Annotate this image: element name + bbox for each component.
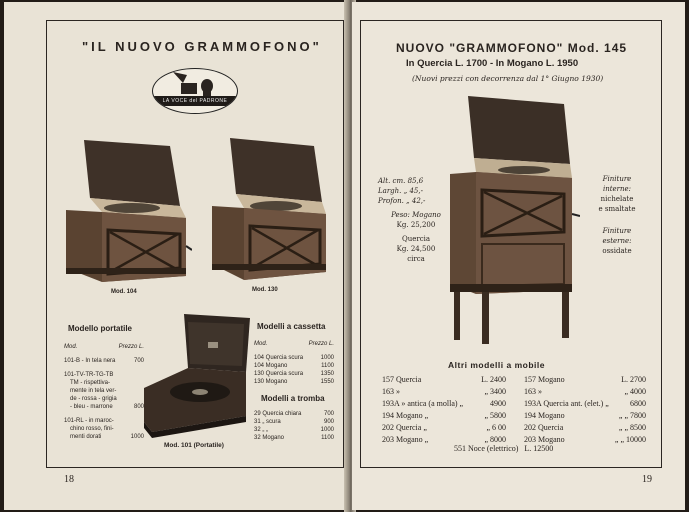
finiture-esterne-value: ossidate xyxy=(602,247,632,255)
finiture-interne-label-2: interne: xyxy=(602,185,632,193)
list-item: 194 Mogano „ „ 5800 xyxy=(382,411,506,420)
right-page xyxy=(352,2,685,510)
portatile-item-1-label: 101-B - In tela nera xyxy=(64,358,116,364)
gramophone-145-cabinet-image xyxy=(448,94,580,346)
weight-mogano-label: Peso: Mogano xyxy=(391,211,441,219)
finishes-block xyxy=(584,174,650,256)
weight-circa: circa xyxy=(407,255,425,263)
dim-largh: Largh. „ 45,- xyxy=(378,187,423,195)
finiture-esterne-label: Finiture xyxy=(602,227,632,235)
weight-quercia-label: Quercia xyxy=(401,235,431,243)
portatile-item-2-line-2: mente in tela ver- xyxy=(70,388,117,394)
right-page-title: NUOVO "GRAMMOFONO" Mod. 145 xyxy=(396,41,628,55)
portatile-item-3-line-2: menti dorati xyxy=(70,434,102,440)
list-item: 32 Mogano 1100 xyxy=(254,435,334,441)
page-number-left: 18 xyxy=(64,474,74,485)
list-item: 203 Mogano „ „ 10000 xyxy=(524,435,646,444)
cassetta-col-price: Prezzo L. xyxy=(308,341,334,347)
cassetta-header-row xyxy=(254,340,334,348)
left-page xyxy=(4,2,348,510)
finiture-interne-label: Finiture xyxy=(602,175,632,183)
portatile-item-3-price: 1000 xyxy=(130,434,144,440)
logo-text: LA VOCE del PADRONE xyxy=(153,96,237,106)
list-item: 193A Quercia ant. (elet.) „ 6800 xyxy=(524,399,646,408)
finiture-esterne-label-2: esterne: xyxy=(602,237,632,245)
list-item: 130 Mogano 1550 xyxy=(254,379,334,385)
dimensions-block xyxy=(378,176,425,206)
finiture-interne-value-2: e smaltate xyxy=(598,205,636,213)
dim-alt: Alt. cm. 85,6 xyxy=(378,177,424,185)
portatile-item-2-label: 101-TV-TR-TG-TB xyxy=(64,372,114,378)
portatile-item-3-label: 101-RL - in maroc- xyxy=(64,418,114,424)
list-item: 31 „ scura 900 xyxy=(254,419,334,425)
list-item: 104 Quercia scura 1000 xyxy=(254,355,334,361)
portatile-header-row xyxy=(64,343,144,351)
finiture-interne-value: nichelate xyxy=(600,195,634,203)
tromba-list xyxy=(254,410,334,442)
weight-block xyxy=(386,210,446,264)
mobile-list-left xyxy=(382,374,506,446)
tromba-heading: Modelli a tromba xyxy=(261,394,325,403)
mod-130-caption: Mod. 130 xyxy=(252,287,278,293)
portatile-item-2-price: 800 xyxy=(133,404,144,410)
right-page-subtitle: In Quercia L. 1700 - In Mogano L. 1950 xyxy=(406,58,579,69)
portatile-item-2-line-3: de - rossa - grigia xyxy=(70,396,117,402)
portatile-heading: Modello portatile xyxy=(68,324,132,333)
his-masters-voice-logo xyxy=(152,68,238,114)
col-price: Prezzo L. xyxy=(118,344,144,350)
cassetta-list xyxy=(254,354,334,386)
altri-modelli-heading: Altri modelli a mobile xyxy=(448,360,545,370)
weight-quercia-value: Kg. 24,500 xyxy=(396,245,436,253)
list-item: 163 » „ 3400 xyxy=(382,387,506,396)
list-item: 104 Mogano 1100 xyxy=(254,363,334,369)
mobile-list-right xyxy=(524,374,646,446)
list-item: 163 » „ 4000 xyxy=(524,387,646,396)
list-item: 157 Quercia L. 2400 xyxy=(382,375,506,384)
mod-104-caption: Mod. 104 xyxy=(111,289,137,295)
mod-101-caption: Mod. 101 (Portatile) xyxy=(164,442,224,449)
portatile-list xyxy=(64,357,144,441)
mobile-extra-item: 551 Noce (elettrico) L. 12500 xyxy=(454,444,554,453)
list-item: 32 „ „ 1000 xyxy=(254,427,334,433)
portatile-item-3-line-1: chino rosso, fini- xyxy=(70,426,114,432)
list-item: 202 Quercia „ „ 6 00 xyxy=(382,423,506,432)
weight-mogano-value: Kg. 25,200 xyxy=(396,221,436,229)
cassetta-heading: Modelli a cassetta xyxy=(257,322,326,331)
portatile-item-2-line-4: - bleu - marrone xyxy=(70,404,113,410)
gramophone-104-image xyxy=(62,138,192,283)
page-number-right: 19 xyxy=(642,474,652,485)
list-item: 130 Quercia scura 1350 xyxy=(254,371,334,377)
left-page-title: "IL NUOVO GRAMMOFONO" xyxy=(82,39,322,54)
right-page-note: (Nuovi prezzi con decorrenza dal 1° Giugno 1930) xyxy=(412,74,604,83)
gramophone-130-image xyxy=(210,136,330,281)
list-item: 203 Mogano „ „ 8000 xyxy=(382,435,506,444)
cassetta-col-mod: Mod. xyxy=(254,341,268,347)
portatile-item-1-price: 700 xyxy=(133,358,144,364)
list-item: 157 Mogano L. 2700 xyxy=(524,375,646,384)
gramophone-101-portable-image xyxy=(142,312,254,438)
dim-profon: Profon. „ 42,- xyxy=(378,197,426,205)
list-item: 29 Quercia chiara 700 xyxy=(254,411,334,417)
list-item: 202 Quercia „ „ 8500 xyxy=(524,423,646,432)
list-item: 193A » antica (a molla) „ 4900 xyxy=(382,399,506,408)
portatile-item-2-line-1: TM - rispettiva- xyxy=(70,380,111,386)
list-item: 194 Mogano „ „ 7800 xyxy=(524,411,646,420)
col-mod: Mod. xyxy=(64,344,78,350)
